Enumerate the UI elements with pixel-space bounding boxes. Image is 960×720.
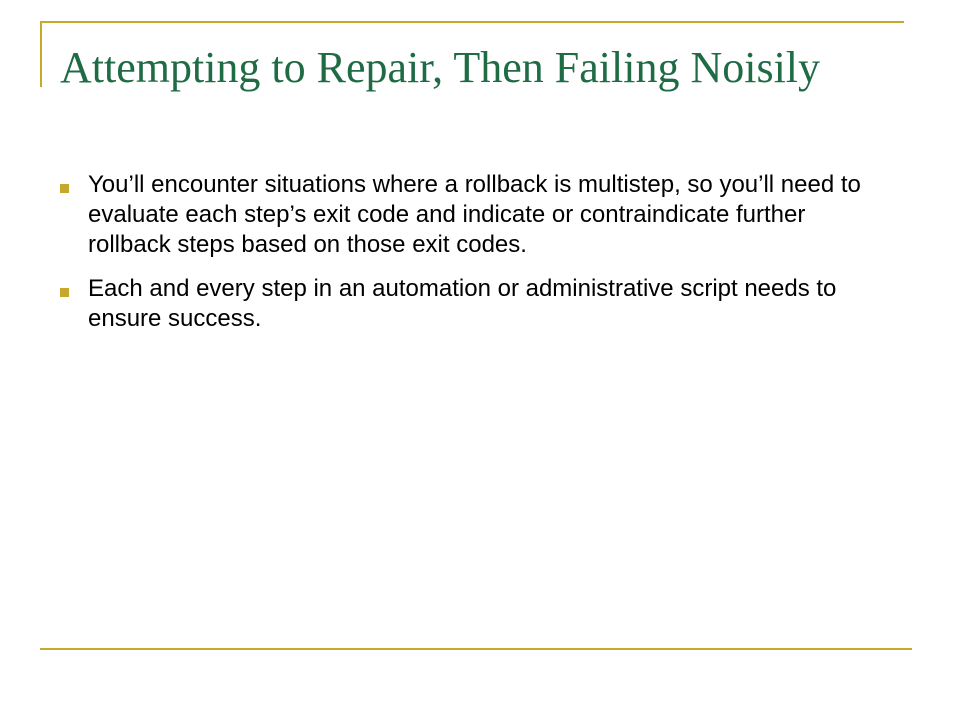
slide-title: Attempting to Repair, Then Failing Noisily	[60, 43, 821, 92]
bullet-text: You’ll encounter situations where a rollback is multistep, so you’ll need to evaluate each step’s exit code and indicate or contraindicate further rollback steps based on those exit codes.	[88, 171, 861, 258]
bullet-list	[60, 170, 880, 348]
top-rule	[40, 21, 904, 23]
bottom-rule	[40, 648, 912, 650]
square-bullet-icon	[60, 184, 69, 193]
bullet-text: Each and every step in an automation or administrative script needs to ensure success.	[88, 275, 837, 332]
bullet-item	[60, 170, 880, 260]
bullet-item	[60, 274, 880, 334]
left-rule	[40, 21, 42, 87]
square-bullet-icon	[60, 288, 69, 297]
